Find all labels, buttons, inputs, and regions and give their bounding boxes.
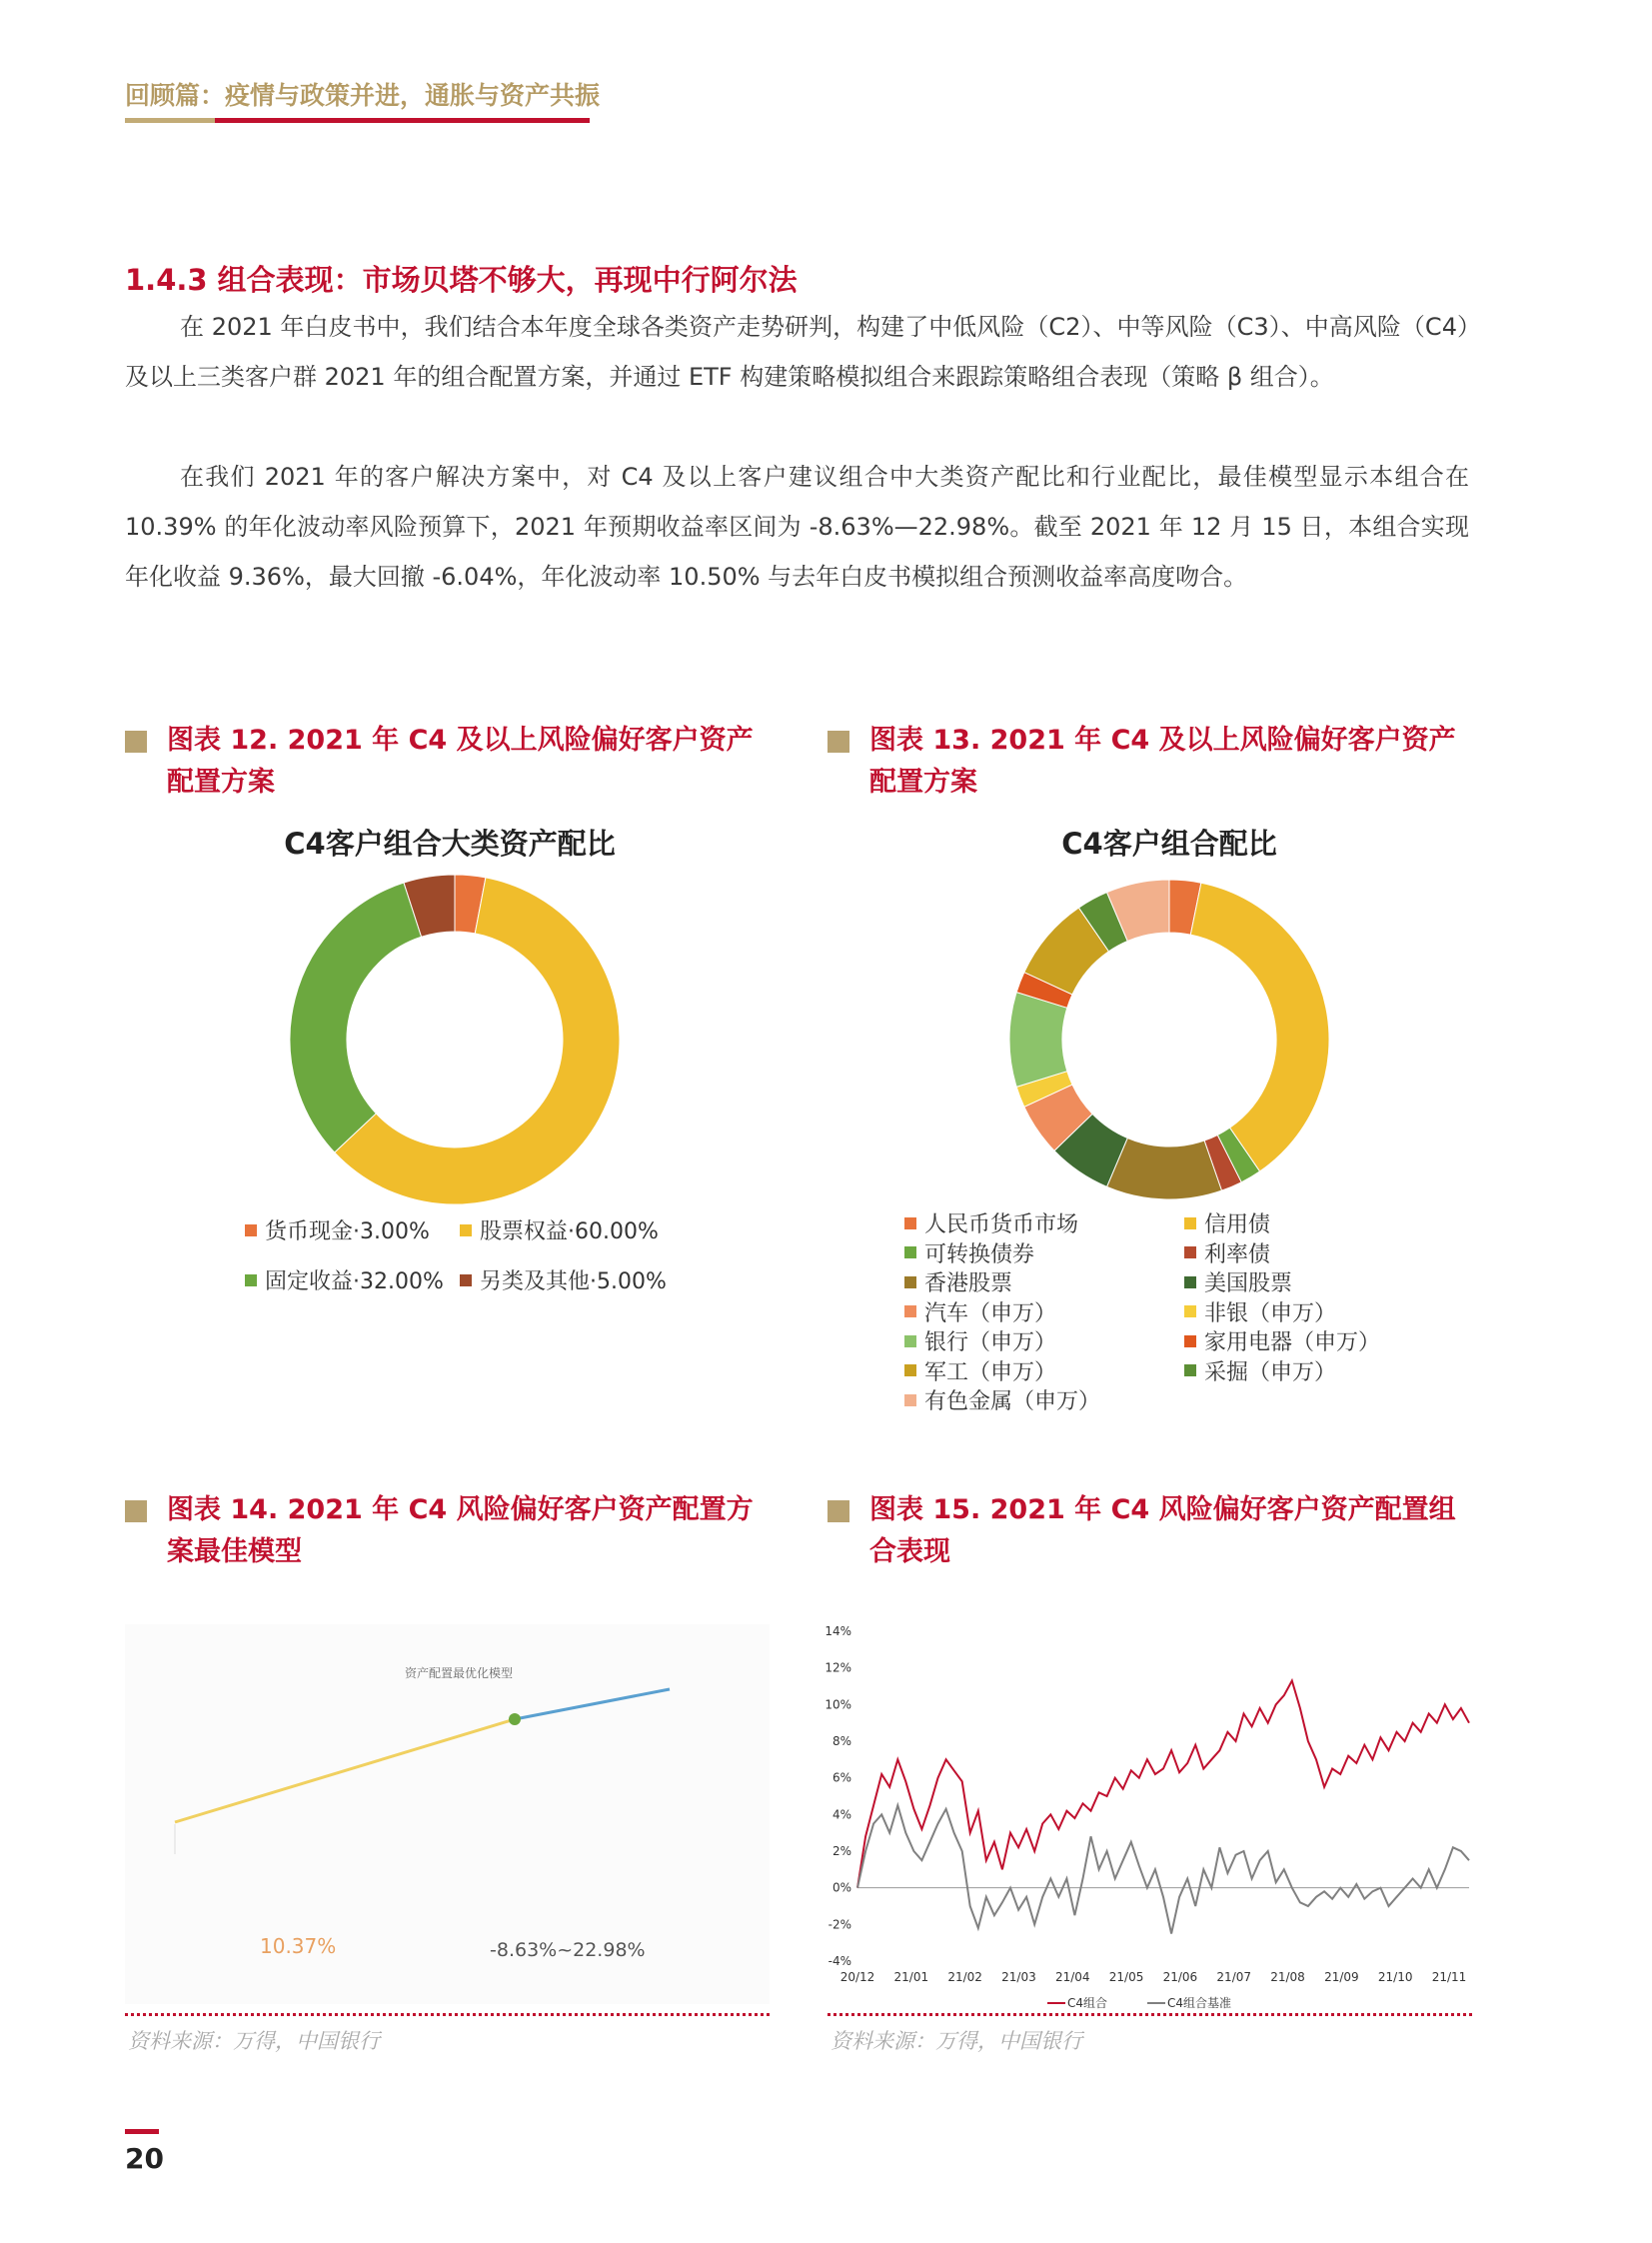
- legend-item: [1184, 1237, 1270, 1268]
- legend-swatch: [1184, 1335, 1196, 1347]
- fig12-slice-2: [290, 883, 422, 1152]
- legend-swatch: [245, 1224, 257, 1236]
- legend-label: 有色金属（申万）: [924, 1389, 1101, 1414]
- legend-swatch: [1184, 1276, 1196, 1288]
- legend-item: [1184, 1207, 1270, 1238]
- running-header: 回顾篇：疫情与政策并进，通胀与资产共振: [125, 81, 601, 110]
- figure-12-donut: [290, 875, 620, 1204]
- legend-swatch: [904, 1276, 916, 1288]
- legend-swatch: [1184, 1305, 1196, 1317]
- figure-marker-13: [827, 731, 849, 753]
- legend-swatch: [904, 1305, 916, 1317]
- x-tick-label: 21/04: [1054, 1970, 1090, 1984]
- x-tick-label: 21/11: [1431, 1970, 1467, 1984]
- fig13-slice-8: [1009, 993, 1067, 1088]
- header-rule-gold: [125, 118, 215, 123]
- x-tick-label: 20/12: [839, 1970, 875, 1984]
- figure-15-title: 图表 15. 2021 年 C4 风险偏好客户资产配置组合表现: [869, 1494, 1456, 1567]
- legend-swatch: [460, 1274, 472, 1286]
- legend-swatch: [1184, 1364, 1196, 1376]
- figure-13-chart-title: C4客户组合配比: [1061, 827, 1277, 861]
- x-tick-label: 21/09: [1324, 1970, 1359, 1984]
- legend-item-equity: [460, 1214, 659, 1245]
- page-number-mark: [125, 2129, 159, 2134]
- figure-13-title: 图表 13. 2021 年 C4 及以上风险偏好客户资产配置方案: [869, 725, 1456, 798]
- legend-item-cash: [245, 1214, 430, 1245]
- page-number: 20: [125, 2142, 164, 2175]
- legend-item-alternatives: [460, 1264, 667, 1295]
- legend-item: [904, 1296, 1056, 1327]
- legend-label: 香港股票: [924, 1271, 1013, 1296]
- figure-14-source: 资料来源：万得，中国银行: [128, 2029, 380, 2053]
- legend-label: 银行（申万）: [924, 1330, 1057, 1355]
- legend-item: [904, 1384, 1100, 1415]
- y-tick-label: 0%: [831, 1880, 851, 1895]
- y-tick-label: 10%: [825, 1697, 851, 1712]
- legend-swatch: [904, 1217, 916, 1229]
- figure-marker-12: [125, 731, 147, 753]
- y-tick-label: 8%: [831, 1734, 851, 1748]
- legend-item: [1184, 1266, 1292, 1297]
- header-rule-red: [215, 118, 590, 123]
- section-title: 1.4.3 组合表现：市场贝塔不够大，再现中行阿尔法: [125, 263, 798, 297]
- legend-label: 美国股票: [1204, 1271, 1293, 1296]
- figure-13-donut: [1009, 880, 1329, 1199]
- paragraph-2: 在我们 2021 年的客户解决方案中，对 C4 及以上客户建议组合中大类资产配比和行业配比，最佳模型显示本组合在 10.39% 的年化波动率风险预算下，2021 年预期收益率区间为 -8.63%—22.98%。截至 2021 年 12 月 15 日，本组合实现年化收益 9.36%，最大回撤 -6.04%，年化波动率 10.50% 与去年白皮书模拟组合预测收益率高度吻合。: [125, 463, 1469, 591]
- figure-14-title: 图表 14. 2021 年 C4 风险偏好客户资产配置方案最佳模型: [167, 1494, 754, 1567]
- x-tick-label: 21/03: [1001, 1970, 1036, 1984]
- legend-label: 股票权益·60.00%: [480, 1219, 659, 1244]
- series-line-1: [857, 1805, 1469, 1933]
- legend-label: 利率债: [1204, 1241, 1271, 1267]
- y-tick-label: -4%: [827, 1954, 851, 1968]
- y-tick-label: -2%: [827, 1917, 851, 1932]
- legend-swatch: [245, 1274, 257, 1286]
- figure-12-title: 图表 12. 2021 年 C4 及以上风险偏好客户资产配置方案: [167, 725, 754, 798]
- efficient-frontier-lower: [175, 1719, 515, 1822]
- legend-label: 信用债: [1204, 1212, 1271, 1237]
- y-tick-label: 14%: [825, 1624, 851, 1638]
- y-tick-label: 4%: [831, 1807, 851, 1822]
- figure-12-chart-title: C4客户组合大类资产配比: [284, 827, 616, 861]
- model-return-range: -8.63%~22.98%: [490, 1939, 646, 1961]
- legend-swatch: [904, 1394, 916, 1406]
- legend-label: 家用电器（申万）: [1204, 1330, 1381, 1355]
- legend-swatch: [904, 1246, 916, 1258]
- fig13-slice-1: [1190, 883, 1329, 1171]
- legend-label: 另类及其他·5.00%: [480, 1269, 667, 1294]
- efficient-frontier-upper: [515, 1689, 670, 1719]
- legend-item: [904, 1266, 1012, 1297]
- x-tick-label: 21/02: [947, 1970, 982, 1984]
- figure-13-legend: [904, 1207, 1424, 1417]
- figure-15-line-chart: [818, 1619, 1477, 2009]
- x-tick-label: 21/07: [1216, 1970, 1252, 1984]
- paragraph-1: 在 2021 年白皮书中，我们结合本年度全球各类资产走势研判，构建了中低风险（C2）、中等风险（C3）、中高风险（C4）及以上三类客户群 2021 年的组合配置方案，并通过 ETF 构建策略模拟组合来跟踪策略组合表现（策略 β 组合）。: [125, 313, 1469, 391]
- x-tick-label: 21/05: [1108, 1970, 1144, 1984]
- legend-label: 汽车（申万）: [924, 1300, 1057, 1326]
- x-tick-label: 21/01: [893, 1970, 929, 1984]
- legend-item: [904, 1207, 1078, 1238]
- legend-label: 军工（申万）: [924, 1359, 1057, 1385]
- y-tick-label: 6%: [831, 1770, 851, 1785]
- legend-label: 货币现金·3.00%: [265, 1219, 430, 1244]
- figure-15-source: 资料来源：万得，中国银行: [830, 2029, 1082, 2053]
- legend-item-fixed-income: [245, 1264, 444, 1295]
- x-tick-label: 21/08: [1270, 1970, 1305, 1984]
- y-tick-label: 12%: [825, 1660, 851, 1675]
- legend-label: 非银（申万）: [1204, 1300, 1337, 1326]
- x-tick-label: 21/10: [1377, 1970, 1413, 1984]
- legend-item: [904, 1355, 1056, 1386]
- legend-swatch: [1184, 1217, 1196, 1229]
- figure-marker-15: [827, 1500, 849, 1522]
- legend-swatch: [1184, 1246, 1196, 1258]
- y-tick-label: 2%: [831, 1844, 851, 1858]
- figure-15-source-rule: [827, 2013, 1472, 2016]
- x-tick-label: 21/06: [1162, 1970, 1198, 1984]
- legend-item: [1184, 1325, 1380, 1356]
- legend-item: [904, 1325, 1056, 1356]
- legend-item: [1184, 1296, 1336, 1327]
- legend-label-0: C4组合: [1067, 1996, 1108, 2009]
- figure-14-source-rule: [125, 2013, 770, 2016]
- series-line-0: [857, 1681, 1469, 1888]
- model-inner-title: 资产配置最优化模型: [405, 1666, 514, 1680]
- figure-14-model-image: [125, 1624, 770, 2004]
- legend-swatch: [460, 1224, 472, 1236]
- legend-item: [904, 1237, 1034, 1268]
- legend-item: [1184, 1355, 1336, 1386]
- legend-label: 固定收益·32.00%: [265, 1269, 444, 1294]
- figure-12-legend: [245, 1214, 745, 1294]
- legend-label: 可转换债券: [924, 1241, 1035, 1267]
- legend-swatch: [904, 1364, 916, 1376]
- legend-label: 人民币货币市场: [924, 1212, 1079, 1237]
- legend-label: 采掘（申万）: [1204, 1359, 1337, 1385]
- optimal-point: [509, 1713, 521, 1725]
- legend-label-1: C4组合基准: [1167, 1996, 1232, 2009]
- legend-swatch: [904, 1335, 916, 1347]
- model-volatility-value: 10.37%: [260, 1934, 337, 1958]
- figure-marker-14: [125, 1500, 147, 1522]
- model-chart: [125, 1624, 770, 2004]
